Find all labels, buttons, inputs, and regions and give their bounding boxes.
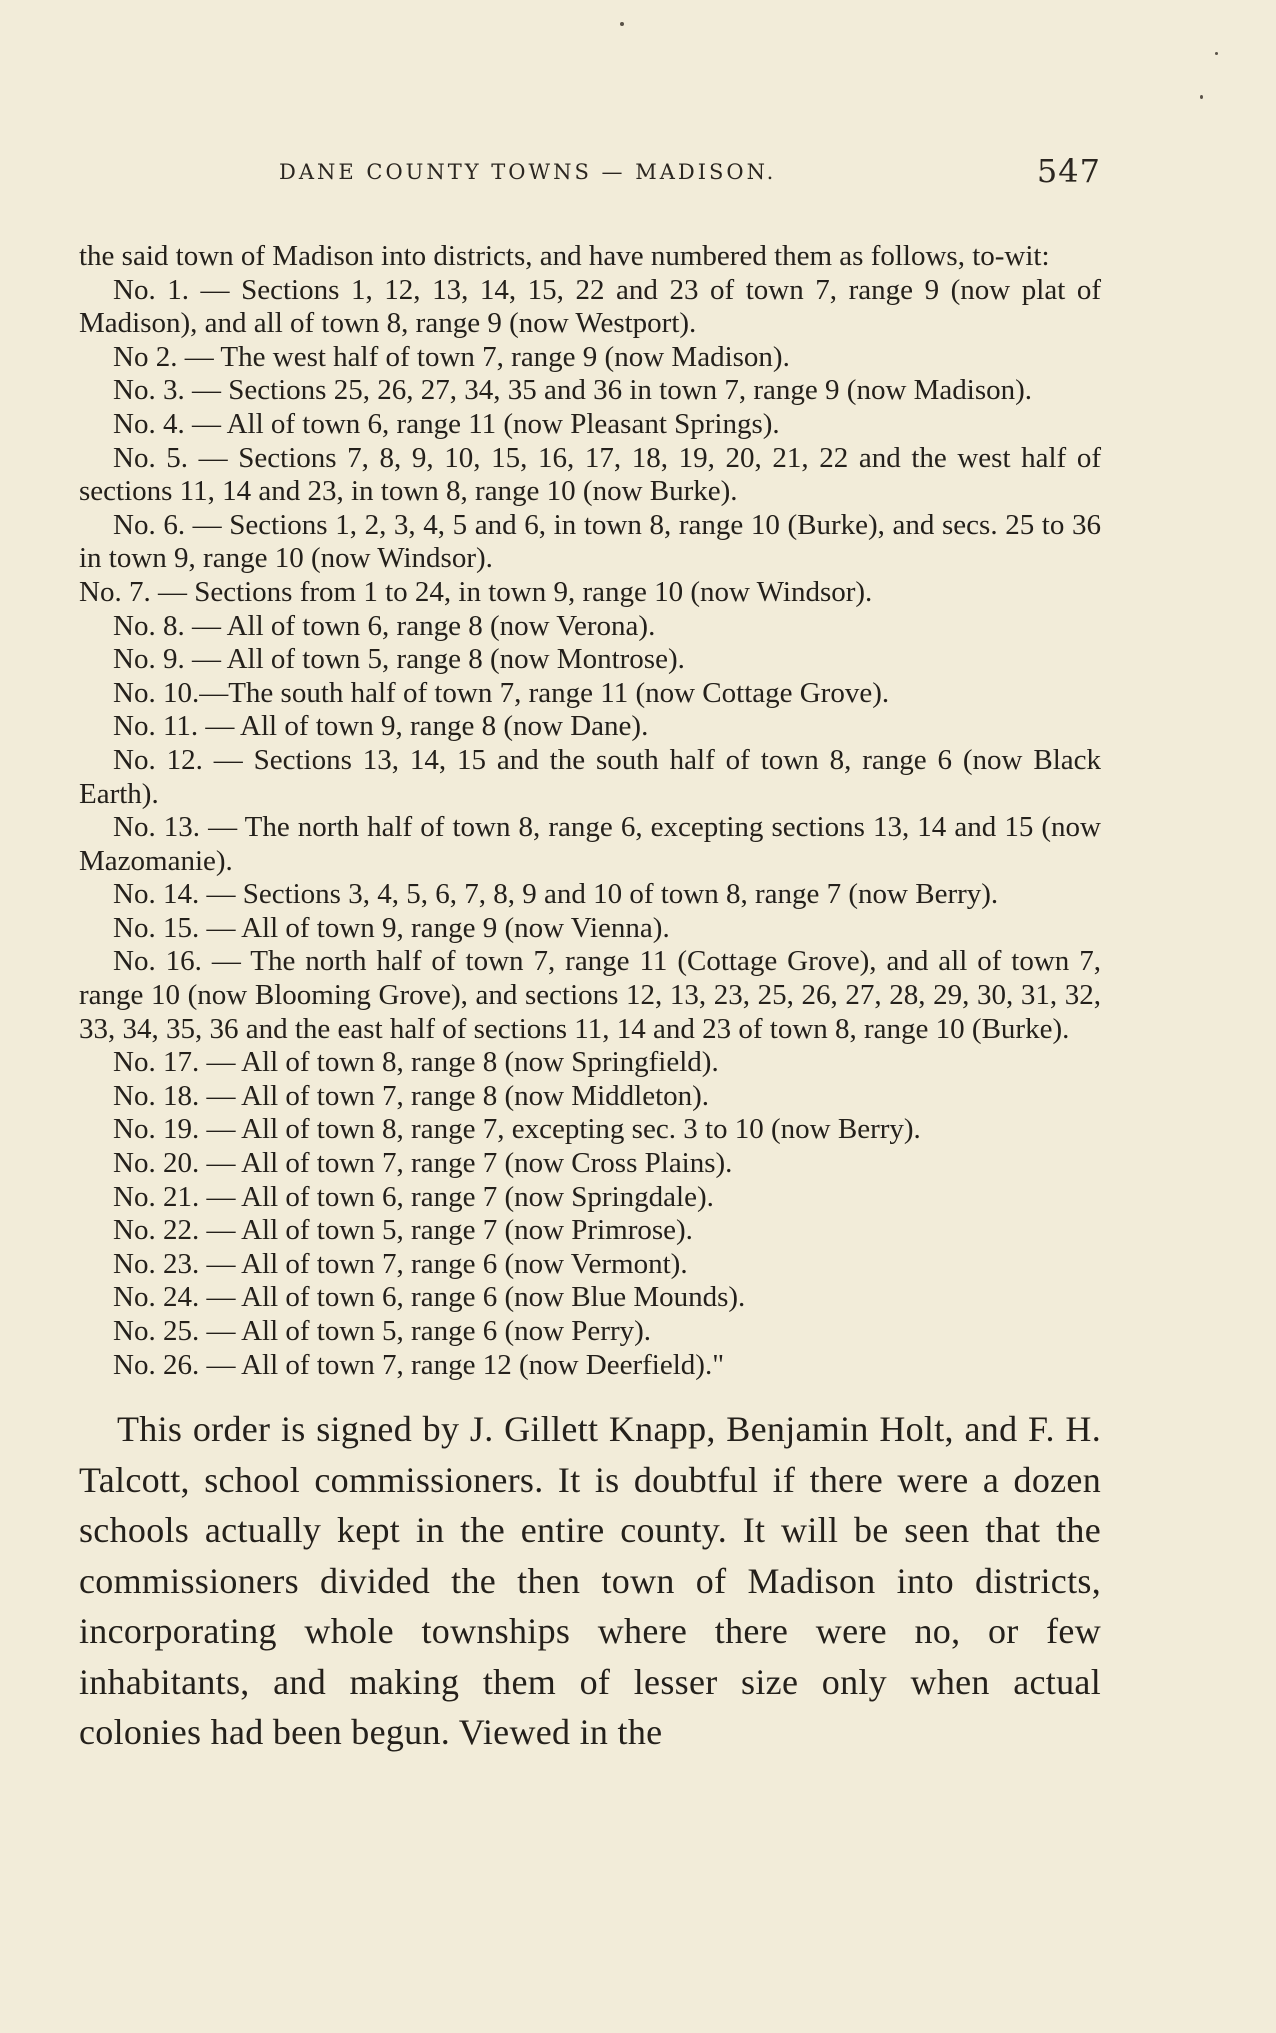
district-entry: No. 10.—The south half of town 7, range 11 (now Cottage Grove). bbox=[113, 676, 890, 709]
page-header bbox=[79, 152, 1101, 196]
district-entry: No. 17. — All of town 8, range 8 (now Springfield). bbox=[113, 1046, 719, 1079]
district-entry: No. 22. — All of town 5, range 7 (now Primrose). bbox=[113, 1214, 693, 1247]
district-entry: No. 1. — Sections 1, 12, 13, 14, 15, 22 and 23 of town 7, range 9 (now plat of Madison), and all of town 8, range 9 (now Westport). bbox=[79, 273, 1101, 340]
district-entry: No. 18. — All of town 7, range 8 (now Middleton). bbox=[113, 1079, 710, 1112]
district-entry: No. 5. — Sections 7, 8, 9, 10, 15, 16, 17, 18, 19, 20, 21, 22 and the west half of sections 11, 14 and 23, in town 8, range 10 (now Burke). bbox=[79, 441, 1101, 508]
district-entry: No. 6. — Sections 1, 2, 3, 4, 5 and 6, in town 8, range 10 (Burke), and secs. 25 to 36 in town 9, range 10 (now Windsor). bbox=[79, 508, 1101, 575]
district-listing bbox=[79, 240, 1101, 1382]
district-entry: No. 13. — The north half of town 8, range 6, excepting sections 13, 14 and 15 (now Mazomanie). bbox=[79, 811, 1101, 877]
ink-speck bbox=[1215, 52, 1218, 55]
page-number: 547 bbox=[1036, 152, 1101, 190]
district-entry: No. 24. — All of town 6, range 6 (now Blue Mounds). bbox=[113, 1281, 746, 1314]
district-entry: No. 25. — All of town 5, range 6 (now Perry). bbox=[113, 1315, 652, 1347]
district-entry: No. 4. — All of town 6, range 11 (now Pleasant Springs). bbox=[113, 407, 780, 440]
intro-paragraph: the said town of Madison into districts, and have numbered them as follows, to-wit: bbox=[79, 240, 1050, 272]
district-entry: No. 20. — All of town 7, range 7 (now Cross Plains). bbox=[113, 1147, 733, 1180]
district-entry: No. 21. — All of town 6, range 7 (now Springdale). bbox=[113, 1180, 714, 1213]
ink-speck bbox=[1200, 95, 1203, 99]
district-entry: No. 8. — All of town 6, range 8 (now Verona). bbox=[113, 609, 656, 642]
district-entry: No 2. — The west half of town 7, range 9 (now Madison). bbox=[113, 340, 790, 373]
district-list bbox=[79, 274, 1101, 1383]
closing-paragraph: This order is signed by J. Gillett Knapp, Benjamin Holt, and F. H. Talcott, school commissioners. It is doubtful if there were a dozen schools actually kept in the entire county. It will be seen that the commissioners divided the then town of Madison into districts, incorporating whole townships where there were no, or few inhabitants, and making them of lesser size only when actual colonies had been begun. Viewed in the bbox=[79, 1409, 1101, 1753]
page-body bbox=[79, 240, 1101, 1758]
district-entry: No. 11. — All of town 9, range 8 (now Dane). bbox=[113, 710, 649, 743]
district-entry: No. 26. — All of town 7, range 12 (now Deerfield)." bbox=[113, 1348, 725, 1381]
district-entry: No. 3. — Sections 25, 26, 27, 34, 35 and 36 in town 7, range 9 (now Madison). bbox=[113, 374, 1033, 407]
district-entry: No. 23. — All of town 7, range 6 (now Vermont). bbox=[113, 1247, 688, 1280]
district-entry: No. 12. — Sections 13, 14, 15 and the south half of town 8, range 6 (now Black Earth). bbox=[79, 743, 1101, 810]
district-entry: No. 7. — Sections from 1 to 24, in town 9, range 10 (now Windsor). bbox=[79, 575, 873, 608]
district-entry: No. 19. — All of town 8, range 7, excepting sec. 3 to 10 (now Berry). bbox=[113, 1113, 921, 1146]
district-entry: No. 14. — Sections 3, 4, 5, 6, 7, 8, 9 and 10 of town 8, range 7 (now Berry). bbox=[113, 878, 999, 911]
running-head: DANE COUNTY TOWNS — MADISON. bbox=[279, 160, 777, 184]
district-entry: No. 16. — The north half of town 7, range 11 (Cottage Grove), and all of town 7, range 10 (now Blooming Grove), and sections 12, 13, 23, 25, 26, 27, 28, 29, 30, 31, 32, 33, 34, 35, 36 and the east half of sections 11, 14 and 23 of town 8, range 10 (Burke). bbox=[79, 945, 1101, 1045]
district-entry: No. 15. — All of town 9, range 9 (now Vienna). bbox=[113, 911, 670, 944]
district-entry: No. 9. — All of town 5, range 8 (now Montrose). bbox=[113, 643, 685, 676]
ink-speck bbox=[620, 22, 624, 26]
